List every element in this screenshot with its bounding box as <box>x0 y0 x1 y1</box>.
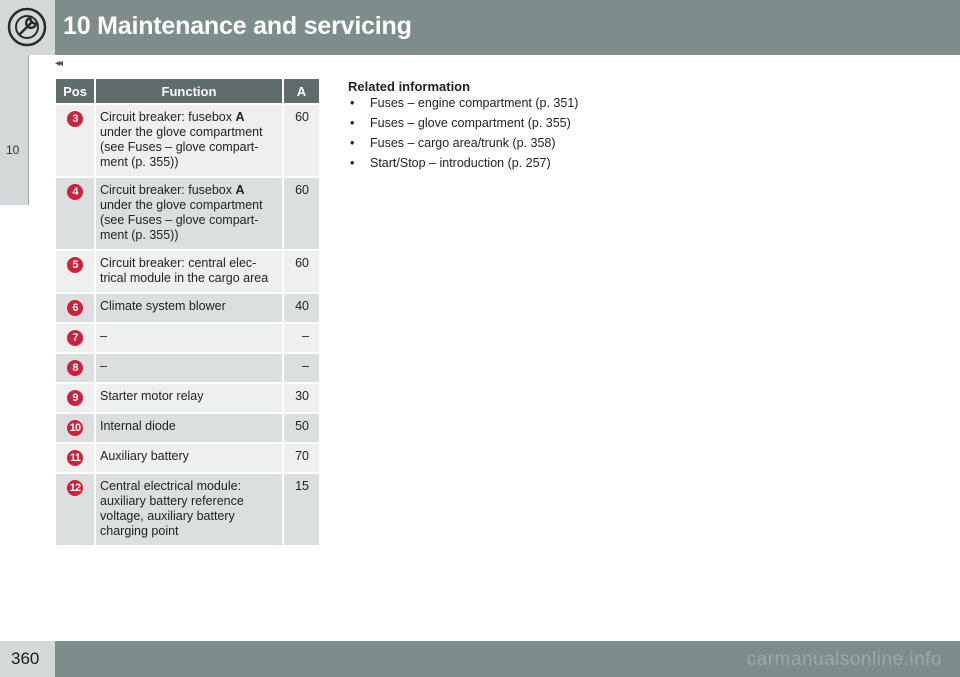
chapter-tab-divider <box>28 55 29 205</box>
amperage-cell: – <box>283 323 319 353</box>
function-cell <box>95 104 283 177</box>
position-number-badge: 5 <box>67 257 83 273</box>
related-link-label: Fuses – glove compartment (p. 355) <box>370 116 571 130</box>
pos-cell <box>56 473 95 545</box>
function-cell <box>95 473 283 545</box>
wrench-gear-icon <box>7 7 47 47</box>
related-link-label: Fuses – cargo area/trunk (p. 358) <box>370 136 556 150</box>
fuse-table <box>56 79 319 545</box>
function-cell <box>95 177 283 250</box>
position-number-badge: 7 <box>67 330 83 346</box>
function-text: – <box>100 329 107 343</box>
function-text-continued: under the glove compartment (see Fuses – glove compart-ment (p. 355)) <box>100 125 263 169</box>
related-link[interactable] <box>348 156 648 171</box>
function-cell <box>95 383 283 413</box>
table-row <box>56 353 319 383</box>
pos-cell <box>56 250 95 293</box>
related-list <box>348 96 648 171</box>
bullet-icon: • <box>350 136 355 150</box>
related-link[interactable] <box>348 96 648 111</box>
function-text: Internal diode <box>100 419 176 433</box>
position-number-badge: 3 <box>67 111 83 127</box>
position-number-badge: 6 <box>67 300 83 316</box>
table-row <box>56 443 319 473</box>
table-row <box>56 383 319 413</box>
bullet-icon: • <box>350 116 355 130</box>
function-text: Starter motor relay <box>100 389 204 403</box>
position-number-badge: 9 <box>67 390 83 406</box>
pos-cell <box>56 293 95 323</box>
watermark: carmanualsonline.info <box>746 649 942 670</box>
pos-cell <box>56 443 95 473</box>
related-link-label: Fuses – engine compartment (p. 351) <box>370 96 579 110</box>
table-header-row <box>56 79 319 104</box>
table-row <box>56 293 319 323</box>
position-number-badge: 11 <box>67 450 83 466</box>
function-cell <box>95 443 283 473</box>
page-title: 10 Maintenance and servicing <box>63 12 412 40</box>
position-number-badge: 10 <box>67 420 83 436</box>
related-title: Related information <box>348 79 471 94</box>
pos-cell <box>56 323 95 353</box>
function-text-continued: under the glove compartment (see Fuses – glove compart-ment (p. 355)) <box>100 198 263 242</box>
amperage-cell: 40 <box>283 293 319 323</box>
column-header-pos: Pos <box>56 79 95 104</box>
pos-cell <box>56 353 95 383</box>
amperage-cell: 70 <box>283 443 319 473</box>
amperage-cell: 30 <box>283 383 319 413</box>
bullet-icon: • <box>350 96 355 110</box>
amperage-cell: 15 <box>283 473 319 545</box>
page-number: 360 <box>11 649 40 668</box>
table-row <box>56 104 319 177</box>
function-text: – <box>100 359 107 373</box>
function-cell <box>95 413 283 443</box>
related-link[interactable] <box>348 136 648 151</box>
amperage-cell: – <box>283 353 319 383</box>
related-information <box>348 79 648 176</box>
function-text: Circuit breaker: central elec-trical module in the cargo area <box>100 256 269 285</box>
chapter-number: 10 <box>6 143 20 157</box>
position-number-badge: 8 <box>67 360 83 376</box>
column-header-amps: A <box>283 79 319 104</box>
pos-cell <box>56 104 95 177</box>
chapter-icon-box <box>0 0 55 55</box>
amperage-cell: 60 <box>283 250 319 293</box>
table-row <box>56 473 319 545</box>
bullet-icon: • <box>350 156 355 170</box>
function-cell <box>95 323 283 353</box>
table-row <box>56 250 319 293</box>
position-number-badge: 4 <box>67 184 83 200</box>
fusebox-label: A <box>235 110 245 124</box>
amperage-cell: 60 <box>283 177 319 250</box>
amperage-cell: 60 <box>283 104 319 177</box>
pos-cell <box>56 177 95 250</box>
function-text: Circuit breaker: fusebox <box>100 110 236 124</box>
position-number-badge: 12 <box>67 480 83 496</box>
column-header-function: Function <box>95 79 283 104</box>
function-text: Auxiliary battery <box>100 449 189 463</box>
pos-cell <box>56 383 95 413</box>
amperage-cell: 50 <box>283 413 319 443</box>
function-text: Circuit breaker: fusebox <box>100 183 236 197</box>
function-text: Climate system blower <box>100 299 226 313</box>
function-cell <box>95 353 283 383</box>
fusebox-label: A <box>235 183 245 197</box>
function-cell <box>95 293 283 323</box>
related-link-label: Start/Stop – introduction (p. 257) <box>370 156 551 170</box>
function-cell <box>95 250 283 293</box>
function-text: Central electrical module: auxiliary battery reference voltage, auxiliary battery charging point <box>100 479 244 538</box>
chapter-tab[interactable] <box>0 55 28 205</box>
pos-cell <box>56 413 95 443</box>
related-link[interactable] <box>348 116 648 131</box>
continued-marker: ◂◂ <box>55 58 62 69</box>
table-row <box>56 413 319 443</box>
table-row <box>56 177 319 250</box>
table-row <box>56 323 319 353</box>
